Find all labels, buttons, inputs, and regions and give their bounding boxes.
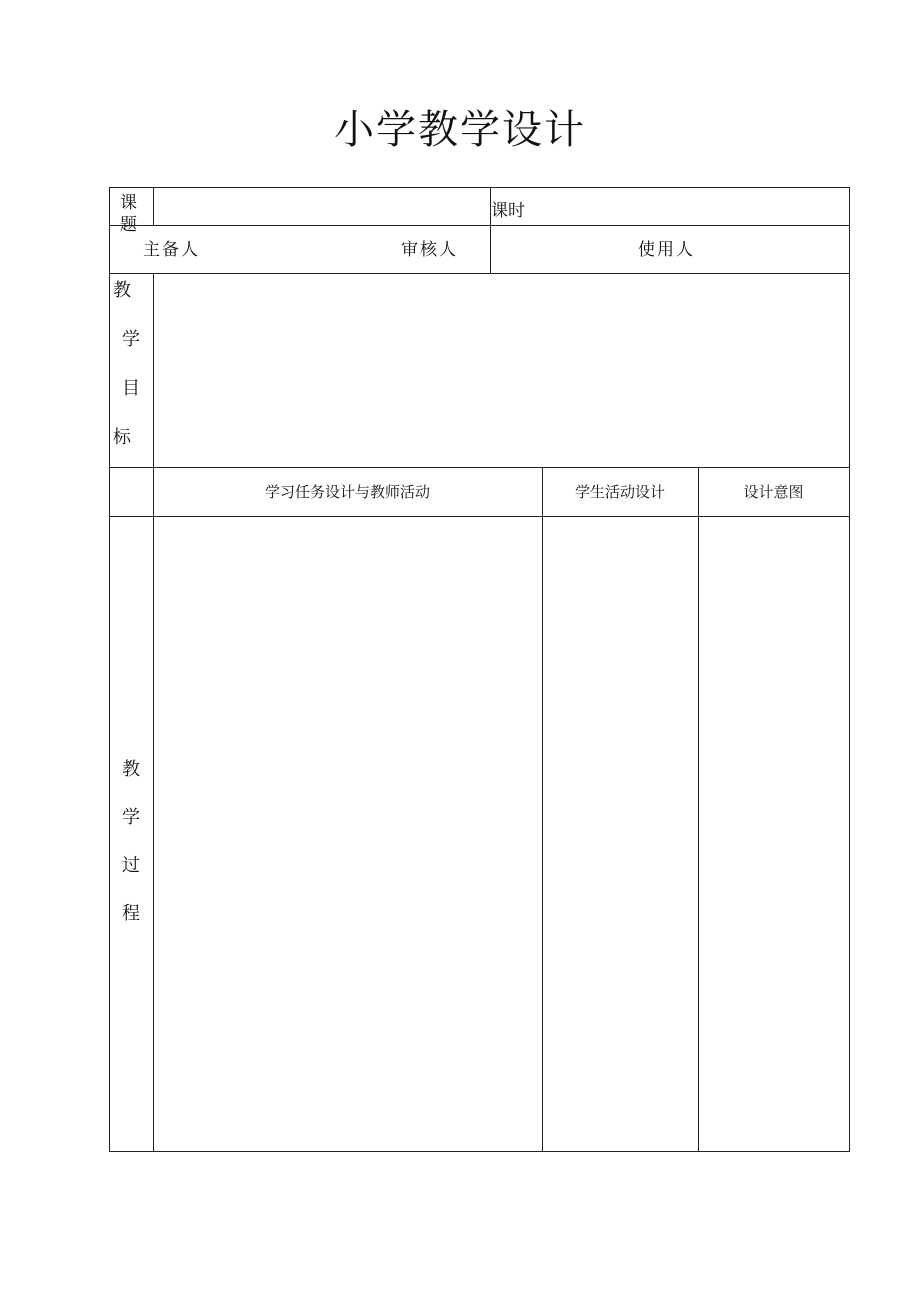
process-label-char: 程 bbox=[122, 903, 140, 924]
process-label-char: 过 bbox=[122, 855, 140, 876]
objectives-label-char: 教 bbox=[113, 280, 131, 301]
label-column-divider bbox=[153, 273, 154, 1152]
process-header-student-activity: 学生活动设计 bbox=[574, 483, 665, 501]
lesson-title-label bbox=[120, 192, 152, 235]
reviewer-label: 审核人 bbox=[401, 240, 458, 260]
row-divider-3 bbox=[109, 467, 850, 468]
document-title: 小学教学设计 bbox=[334, 107, 586, 153]
lesson-label-divider bbox=[153, 187, 154, 225]
table-border-right bbox=[849, 187, 850, 1152]
lesson-title-label-char1: 课 bbox=[120, 193, 137, 213]
row-divider-2 bbox=[109, 273, 850, 274]
process-col-divider-1 bbox=[542, 467, 543, 1152]
user-label: 使用人 bbox=[638, 240, 695, 260]
lesson-title-label-char2: 题 bbox=[120, 215, 137, 235]
objectives-label-char: 标 bbox=[113, 427, 131, 448]
row-divider-4 bbox=[109, 516, 850, 517]
process-header-design-intent: 设计意图 bbox=[743, 483, 804, 501]
process-label-char: 教 bbox=[122, 759, 140, 780]
process-label-char: 学 bbox=[122, 807, 140, 828]
process-col-divider-2 bbox=[698, 467, 699, 1152]
table-border-bottom bbox=[109, 1151, 850, 1152]
objectives-label-char: 学 bbox=[122, 329, 140, 350]
lesson-period-label: 课时 bbox=[491, 201, 525, 221]
table-border-top bbox=[109, 187, 850, 188]
row-divider-1 bbox=[109, 225, 850, 226]
objectives-label-char: 目 bbox=[122, 378, 140, 399]
preparer-label: 主备人 bbox=[143, 240, 200, 260]
table-border-left bbox=[109, 187, 110, 1152]
process-header-task-design: 学习任务设计与教师活动 bbox=[264, 483, 430, 501]
